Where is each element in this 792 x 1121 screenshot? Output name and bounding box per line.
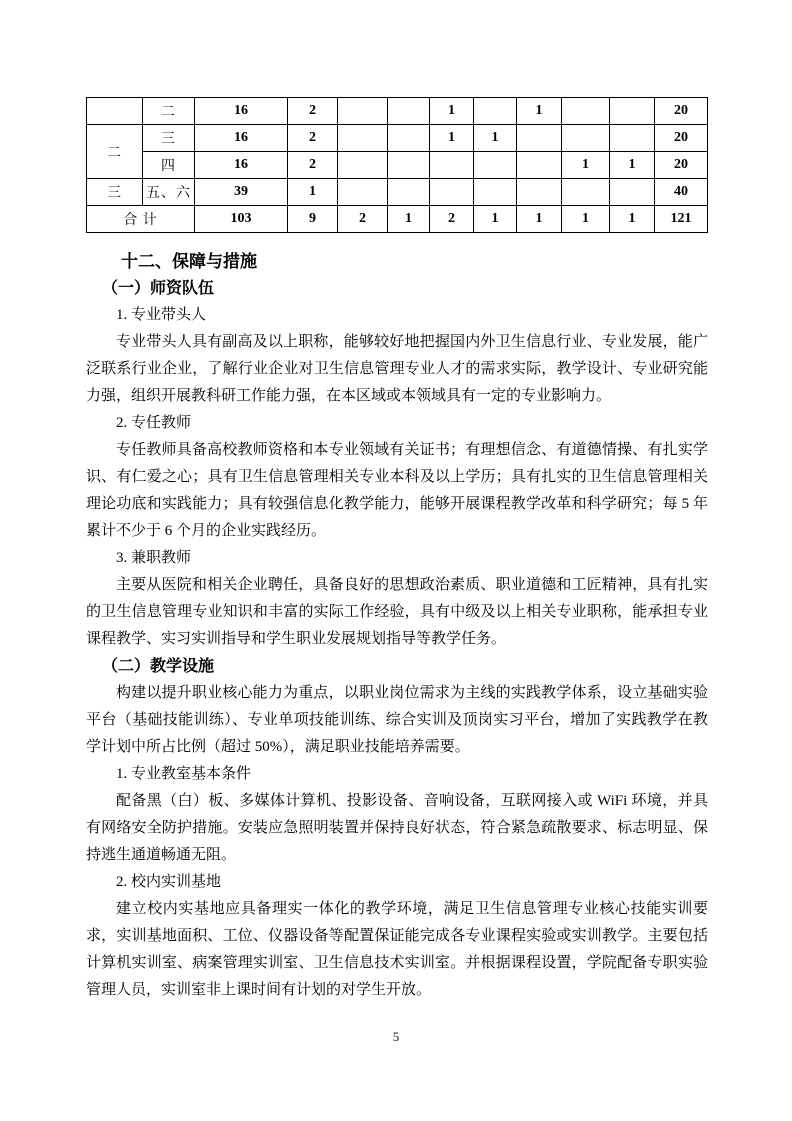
table-cell: 1: [562, 152, 610, 179]
table-cell: 1: [288, 179, 338, 206]
table-cell: 2: [288, 152, 338, 179]
section-1-title: （一）师资队伍: [102, 280, 215, 297]
course-hours-table: [86, 97, 708, 233]
table-cell: 121: [655, 206, 708, 233]
table-cell: 16: [195, 125, 288, 152]
table-cell: 1: [517, 98, 562, 125]
table-cell: 103: [195, 206, 288, 233]
table-cell: 20: [655, 125, 708, 152]
table-cell: [517, 179, 562, 206]
table-cell: 2: [338, 206, 388, 233]
item-2-1-paragraph: 配备黑（白）板、多媒体计算机、投影设备、音响设备，互联网接入或 WiFi 环境，并具有网络安全防护措施。安装应急照明装置并保持良好状态，符合紧急疏散要求、标志明显、保持逃生通道畅通无阻。: [86, 793, 708, 863]
item-1-2-label: 2. 专任教师: [116, 415, 192, 431]
table-row: [87, 98, 708, 125]
table-cell: [338, 179, 388, 206]
table-cell: [338, 125, 388, 152]
item-1-3-paragraph: 主要从医院和相关企业聘任，具备良好的思想政治素质、职业道德和工匠精神，具有扎实的卫生信息管理专业知识和丰富的实际工作经验，具有中级及以上相关专业职称，能承担专业课程教学、实习实训指导和学生职业发展规划指导等教学任务。: [86, 577, 708, 647]
table-cell: [562, 125, 610, 152]
table-cell-year: 三: [87, 179, 143, 206]
table-cell: 2: [288, 98, 338, 125]
table-cell: [388, 125, 430, 152]
table-row: [87, 125, 708, 152]
table-cell: [610, 179, 655, 206]
table-cell: 1: [610, 206, 655, 233]
table-cell: 16: [195, 152, 288, 179]
item-2-2-paragraph: 建立校内实基地应具备理实一体化的教学环境，满足卫生信息管理专业核心技能实训要求，实训基地面积、工位、仪器设备等配置保证能完成各专业课程实验或实训教学。主要包括计算机实训室、病案管理实训室、卫生信息技术实训室。并根据课程设置，学院配备专职实验管理人员，实训室非上课时间有计划的对学生开放。: [86, 901, 708, 998]
chapter-heading: 十二、保障与措施: [121, 252, 257, 271]
table-cell: 三: [143, 125, 195, 152]
page-number: 5: [392, 1029, 400, 1044]
item-2-1-label: 1. 专业教室基本条件: [116, 766, 252, 782]
table-cell: [517, 125, 562, 152]
table-cell-year: 二: [87, 125, 143, 179]
table-cell: [338, 152, 388, 179]
table-cell: 2: [430, 206, 474, 233]
table-cell: [388, 98, 430, 125]
table-cell: 40: [655, 179, 708, 206]
table-cell: 1: [517, 206, 562, 233]
table-cell: [430, 179, 474, 206]
table-cell: 2: [288, 125, 338, 152]
table-cell: [610, 125, 655, 152]
table-cell: [610, 98, 655, 125]
table-cell: 1: [430, 125, 474, 152]
table-cell: [388, 179, 430, 206]
item-2-2-label: 2. 校内实训基地: [116, 874, 222, 890]
document-body: [86, 275, 708, 1004]
table-cell: 20: [655, 98, 708, 125]
table-cell: 9: [288, 206, 338, 233]
table-cell: 二: [143, 98, 195, 125]
item-1-1-label: 1. 专业带头人: [116, 307, 207, 323]
section-2-intro-paragraph: 构建以提升职业核心能力为重点，以职业岗位需求为主线的实践教学体系，设立基础实验平台（基础技能训练）、专业单项技能训练、综合实训及顶岗实习平台，增加了实践教学在教学计划中所占比例（超过 50%），满足职业技能培养需要。: [86, 685, 708, 755]
table-cell: [562, 98, 610, 125]
table-cell: 四: [143, 152, 195, 179]
table-cell: [430, 152, 474, 179]
table-cell: 1: [474, 125, 517, 152]
table-row: [87, 179, 708, 206]
section-2-title: （二）教学设施: [102, 658, 215, 675]
table-cell: [474, 152, 517, 179]
table-cell: 1: [388, 206, 430, 233]
item-1-2-paragraph: 专任教师具备高校教师资格和本专业领域有关证书；有理想信念、有道德情操、有扎实学识、有仁爱之心；具有卫生信息管理相关专业本科及以上学历；具有扎实的卫生信息管理相关理论功底和实践能力；具有较强信息化教学能力，能够开展课程教学改革和科学研究；每 5 年累计不少于 6 个月的企业实践经历。: [86, 442, 708, 539]
table-cell: 1: [430, 98, 474, 125]
page-content: [86, 97, 708, 1004]
table-cell: 1: [474, 206, 517, 233]
table-cell: [338, 98, 388, 125]
table-cell: [517, 152, 562, 179]
table-cell: 16: [195, 98, 288, 125]
table-cell: 五、六: [143, 179, 195, 206]
table-row-total: [87, 206, 708, 233]
item-1-3-label: 3. 兼职教师: [116, 550, 192, 566]
table-cell: 1: [610, 152, 655, 179]
table-cell: [474, 98, 517, 125]
table-cell: 20: [655, 152, 708, 179]
table-row: [87, 152, 708, 179]
table-cell: [562, 179, 610, 206]
table-cell: [87, 98, 143, 125]
table-cell-total-label: 合 计: [87, 206, 195, 233]
table-cell: 39: [195, 179, 288, 206]
table-cell: [388, 152, 430, 179]
table-cell: [474, 179, 517, 206]
item-1-1-paragraph: 专业带头人具有副高及以上职称，能够较好地把握国内外卫生信息行业、专业发展，能广泛联系行业企业，了解行业企业对卫生信息管理专业人才的需求实际，教学设计、专业研究能力强，组织开展教科研工作能力强，在本区域或本领域具有一定的专业影响力。: [86, 334, 708, 404]
table-cell: 1: [562, 206, 610, 233]
